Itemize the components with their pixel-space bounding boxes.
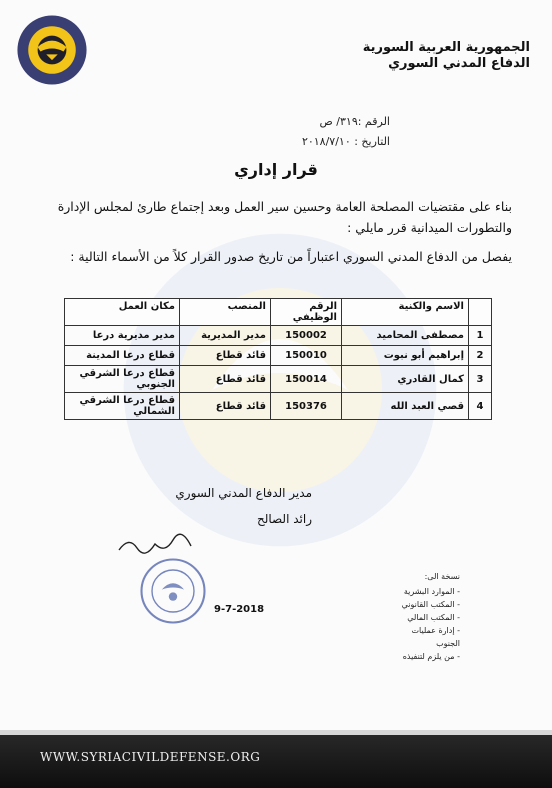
list-item: - المكتب المالي	[407, 613, 460, 622]
row-name: قصي العبد الله	[342, 393, 469, 420]
row-employee-id: 150002	[271, 326, 342, 346]
footer-website: WWW.SYRIACIVILDEFENSE.ORG	[40, 750, 261, 764]
preamble-paragraph: بناء على مقتضيات المصلحة العامة وحسين سير العمل وبعد إجتماع طارئ لمجلس الإدارة والتطورات الميدانية قرر مايلي :	[57, 199, 512, 235]
row-location: قطاع درعا الشرقي الشمالي	[65, 393, 180, 420]
table-row	[65, 346, 492, 366]
row-position: قائد قطاع	[180, 393, 271, 420]
table-header-name: الاسم والكنية	[342, 299, 469, 326]
row-name: كمال القادري	[342, 366, 469, 393]
row-employee-id: 150014	[271, 366, 342, 393]
list-item: - إدارة عمليات الجنوب	[411, 626, 460, 648]
header-organization: الدفاع المدني السوري	[388, 56, 530, 71]
reference-date: التاريخ : ٢٠١٨/٧/١٠	[301, 135, 390, 148]
row-name: إبراهيم أبو نبوت	[342, 346, 469, 366]
signatory-name: رائد الصالح	[256, 512, 312, 526]
row-position: قائد قطاع	[180, 366, 271, 393]
list-item: - الموارد البشرية	[403, 587, 460, 596]
stamp-date: 9-7-2018	[214, 604, 265, 615]
row-position: قائد قطاع	[180, 346, 271, 366]
list-item: - من يلزم لتنفيذه	[402, 652, 460, 661]
copies-list	[400, 570, 460, 663]
table-header-num	[469, 299, 492, 326]
list-item: - المكتب القانوني	[401, 600, 460, 609]
table-row	[65, 366, 492, 393]
row-number: 1	[469, 326, 492, 346]
signatory-title: مدير الدفاع المدني السوري	[175, 486, 312, 500]
row-number: 4	[469, 393, 492, 420]
row-employee-id: 150010	[271, 346, 342, 366]
row-number: 3	[469, 366, 492, 393]
table-header-location: مكان العمل	[65, 299, 180, 326]
table-row	[65, 393, 492, 420]
copies-label: نسخة الى:	[424, 572, 460, 581]
header-country: الجمهورية العربية السورية	[362, 40, 530, 55]
row-number: 2	[469, 346, 492, 366]
dismissed-staff-table	[64, 298, 492, 420]
table-header-row	[65, 299, 492, 326]
reference-block	[302, 112, 390, 152]
row-position: مدير المديرية	[180, 326, 271, 346]
footer-bar	[0, 730, 552, 788]
document-title: قرار إداري	[234, 160, 318, 179]
row-name: مصطفى المحاميد	[342, 326, 469, 346]
official-stamp	[138, 556, 208, 626]
row-employee-id: 150376	[271, 393, 342, 420]
row-location: قطاع درعا المدينة	[65, 346, 180, 366]
civil-defense-logo	[16, 14, 88, 86]
table-row	[65, 326, 492, 346]
row-location: قطاع درعا الشرقي الجنوبي	[65, 366, 180, 393]
table-header-id: الرقم الوظيفي	[271, 299, 342, 326]
row-location: مدير مديرية درعا	[65, 326, 180, 346]
table-header-position: المنصب	[180, 299, 271, 326]
header-block	[363, 40, 530, 72]
decision-paragraph: يفصل من الدفاع المدني السوري اعتباراً من تاريخ صدور القرار كلاً من الأسماء التالية :	[70, 249, 512, 264]
reference-number: الرقم :٣١٩/ ص	[319, 115, 390, 128]
footer-divider	[0, 730, 552, 735]
